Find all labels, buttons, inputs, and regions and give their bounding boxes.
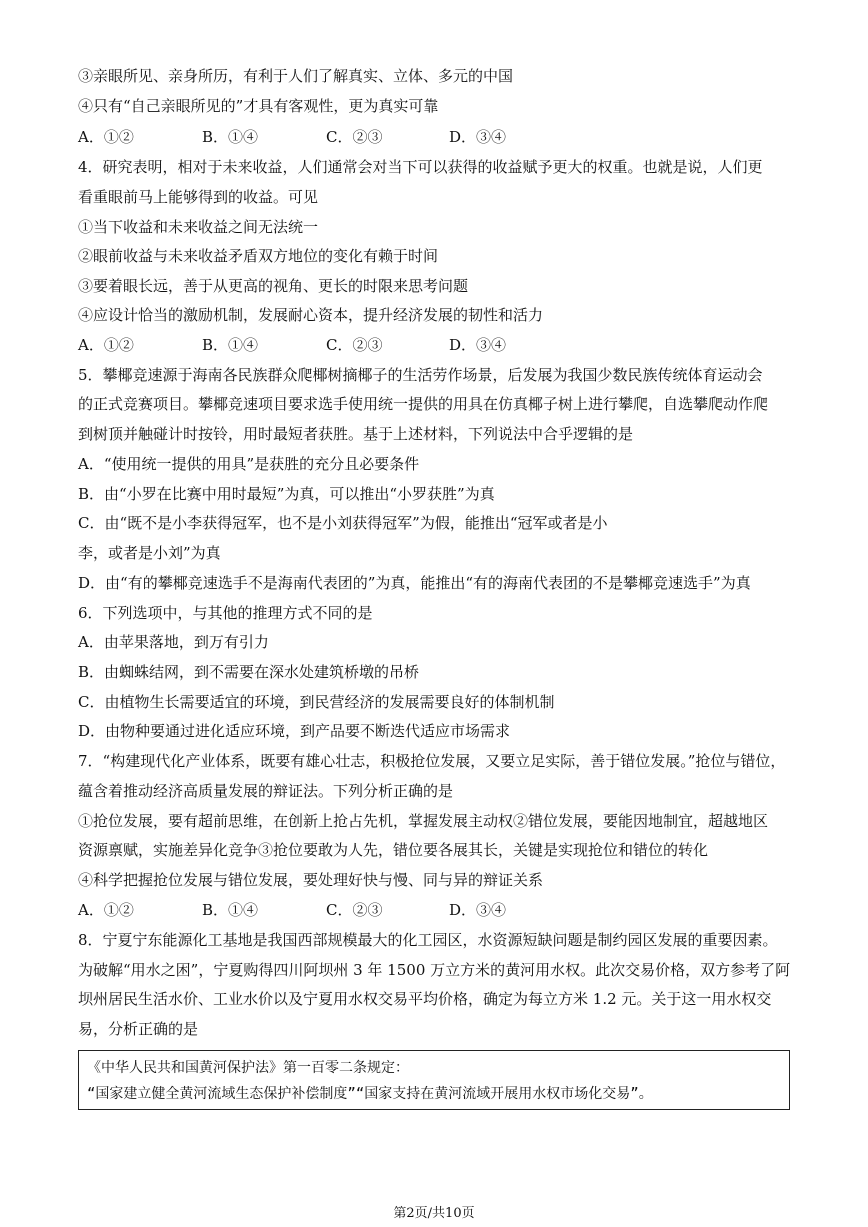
q4-option-b: B．①④	[202, 336, 259, 354]
q5-option-c-line-1: C．由“既不是小李获得冠军，也不是小刘获得冠军”为假，能推出“冠军或者是小	[78, 514, 608, 532]
page-number: 第2页/共10页	[393, 1206, 475, 1221]
q7-option-a: A．①②	[78, 901, 134, 919]
q8-stem-line-4: 易，分析正确的是	[78, 1020, 199, 1038]
q5-option-d: D．由“有的攀椰竞速选手不是海南代表团的”为真，能推出“有的海南代表团的不是攀椰竞速选手”为真	[78, 574, 751, 592]
q5-stem-line-2: 的正式竞赛项目。攀椰竞速项目要求选手使用统一提供的用具在仿真椰子树上进行攀爬，自选攀爬动作爬	[78, 395, 769, 413]
q6-option-c: C．由植物生长需要适宜的环境，到民营经济的发展需要良好的体制机制	[78, 693, 555, 711]
q3-option-b: B．①④	[202, 128, 259, 146]
q4-item-2: ②眼前收益与未来收益矛盾双方地位的变化有赖于时间	[78, 247, 439, 265]
q6-option-a: A．由苹果落地，到万有引力	[78, 633, 269, 651]
q3-option-c: C．②③	[326, 128, 383, 146]
law-quote-line-2: “国家建立健全黄河流域生态保护补偿制度”“国家支持在黄河流域开展用水权市场化交易”。	[87, 1086, 653, 1102]
q7-items-line-3: ④科学把握抢位发展与错位发展，要处理好快与慢、同与异的辩证关系	[78, 871, 544, 889]
q3-options	[78, 127, 506, 147]
q7-option-c: C．②③	[326, 901, 383, 919]
law-quote-line-1: 《中华人民共和国黄河保护法》第一百零二条规定：	[87, 1060, 409, 1076]
q8-stem-line-3: 坝州居民生活水价、工业水价以及宁夏用水权交易平均价格，确定为每立方米 1.2 元。关于这一用水权交	[78, 990, 772, 1008]
q3-option-a: A．①②	[78, 128, 134, 146]
q5-stem-line-3: 到树顶并触碰计时按铃，用时最短者获胜。基于上述材料，下列说法中合乎逻辑的是	[78, 425, 634, 443]
q7-option-b: B．①④	[202, 901, 259, 919]
q5-option-c-line-2: 李，或者是小刘”为真	[78, 544, 221, 562]
q7-stem-line-1: 7．“构建现代化产业体系，既要有雄心壮志，积极抢位发展，又要立足实际，善于错位发展。”抢位与错位，	[78, 752, 786, 770]
q8-stem-line-2: 为破解“用水之困”，宁夏购得四川阿坝州 3 年 1500 万立方米的黄河用水权。此次交易价格，双方参考了阿	[78, 961, 791, 979]
q7-option-d: D．③④	[449, 901, 507, 919]
q4-stem-line-2: 看重眼前马上能够得到的收益。可见	[78, 188, 319, 206]
q4-stem-line-1: 4．研究表明，相对于未来收益，人们通常会对当下可以获得的收益赋予更大的权重。也就是说，人们更	[78, 158, 763, 176]
q5-option-a: A．“使用统一提供的用具”是获胜的充分且必要条件	[78, 455, 420, 473]
q6-option-d: D．由物种要通过进化适应环境，到产品要不断迭代适应市场需求	[78, 722, 511, 740]
q4-option-c: C．②③	[326, 336, 383, 354]
q7-items-line-1: ①抢位发展，要有超前思维，在创新上抢占先机，掌握发展主动权②错位发展，要能因地制宜，超越地区	[78, 812, 769, 830]
q6-stem: 6．下列选项中，与其他的推理方式不同的是	[78, 604, 373, 622]
q8-stem-line-1: 8．宁夏宁东能源化工基地是我国西部规模最大的化工园区，水资源短缺问题是制约园区发展的重要因素。	[78, 931, 778, 949]
q4-option-a: A．①②	[78, 336, 134, 354]
q4-item-1: ①当下收益和未来收益之间无法统一	[78, 218, 319, 236]
q4-options	[78, 335, 506, 355]
law-quote-box	[78, 1050, 790, 1110]
q3-item-4: ④只有“自己亲眼所见的”才具有客观性，更为真实可靠	[78, 97, 439, 115]
q4-item-4: ④应设计恰当的激励机制，发展耐心资本，提升经济发展的韧性和活力	[78, 306, 544, 324]
q3-item-3: ③亲眼所见、亲身所历，有利于人们了解真实、立体、多元的中国	[78, 67, 514, 85]
q7-items-line-2: 资源禀赋，实施差异化竞争③抢位要敢为人先，错位要各展其长，关键是实现抢位和错位的转化	[78, 841, 709, 859]
q4-option-d: D．③④	[449, 336, 507, 354]
q5-stem-line-1: 5．攀椰竞速源于海南各民族群众爬椰树摘椰子的生活劳作场景，后发展为我国少数民族传统体育运动会	[78, 366, 763, 384]
q3-option-d: D．③④	[449, 128, 507, 146]
q4-item-3: ③要着眼长远，善于从更高的视角、更长的时限来思考问题	[78, 277, 469, 295]
q5-option-b: B．由“小罗在比赛中用时最短”为真，可以推出“小罗获胜”为真	[78, 485, 495, 503]
q6-option-b: B．由蜘蛛结网，到不需要在深水处建筑桥墩的吊桥	[78, 663, 420, 681]
q7-stem-line-2: 蕴含着推动经济高质量发展的辩证法。下列分析正确的是	[78, 782, 454, 800]
q7-options	[78, 900, 506, 920]
